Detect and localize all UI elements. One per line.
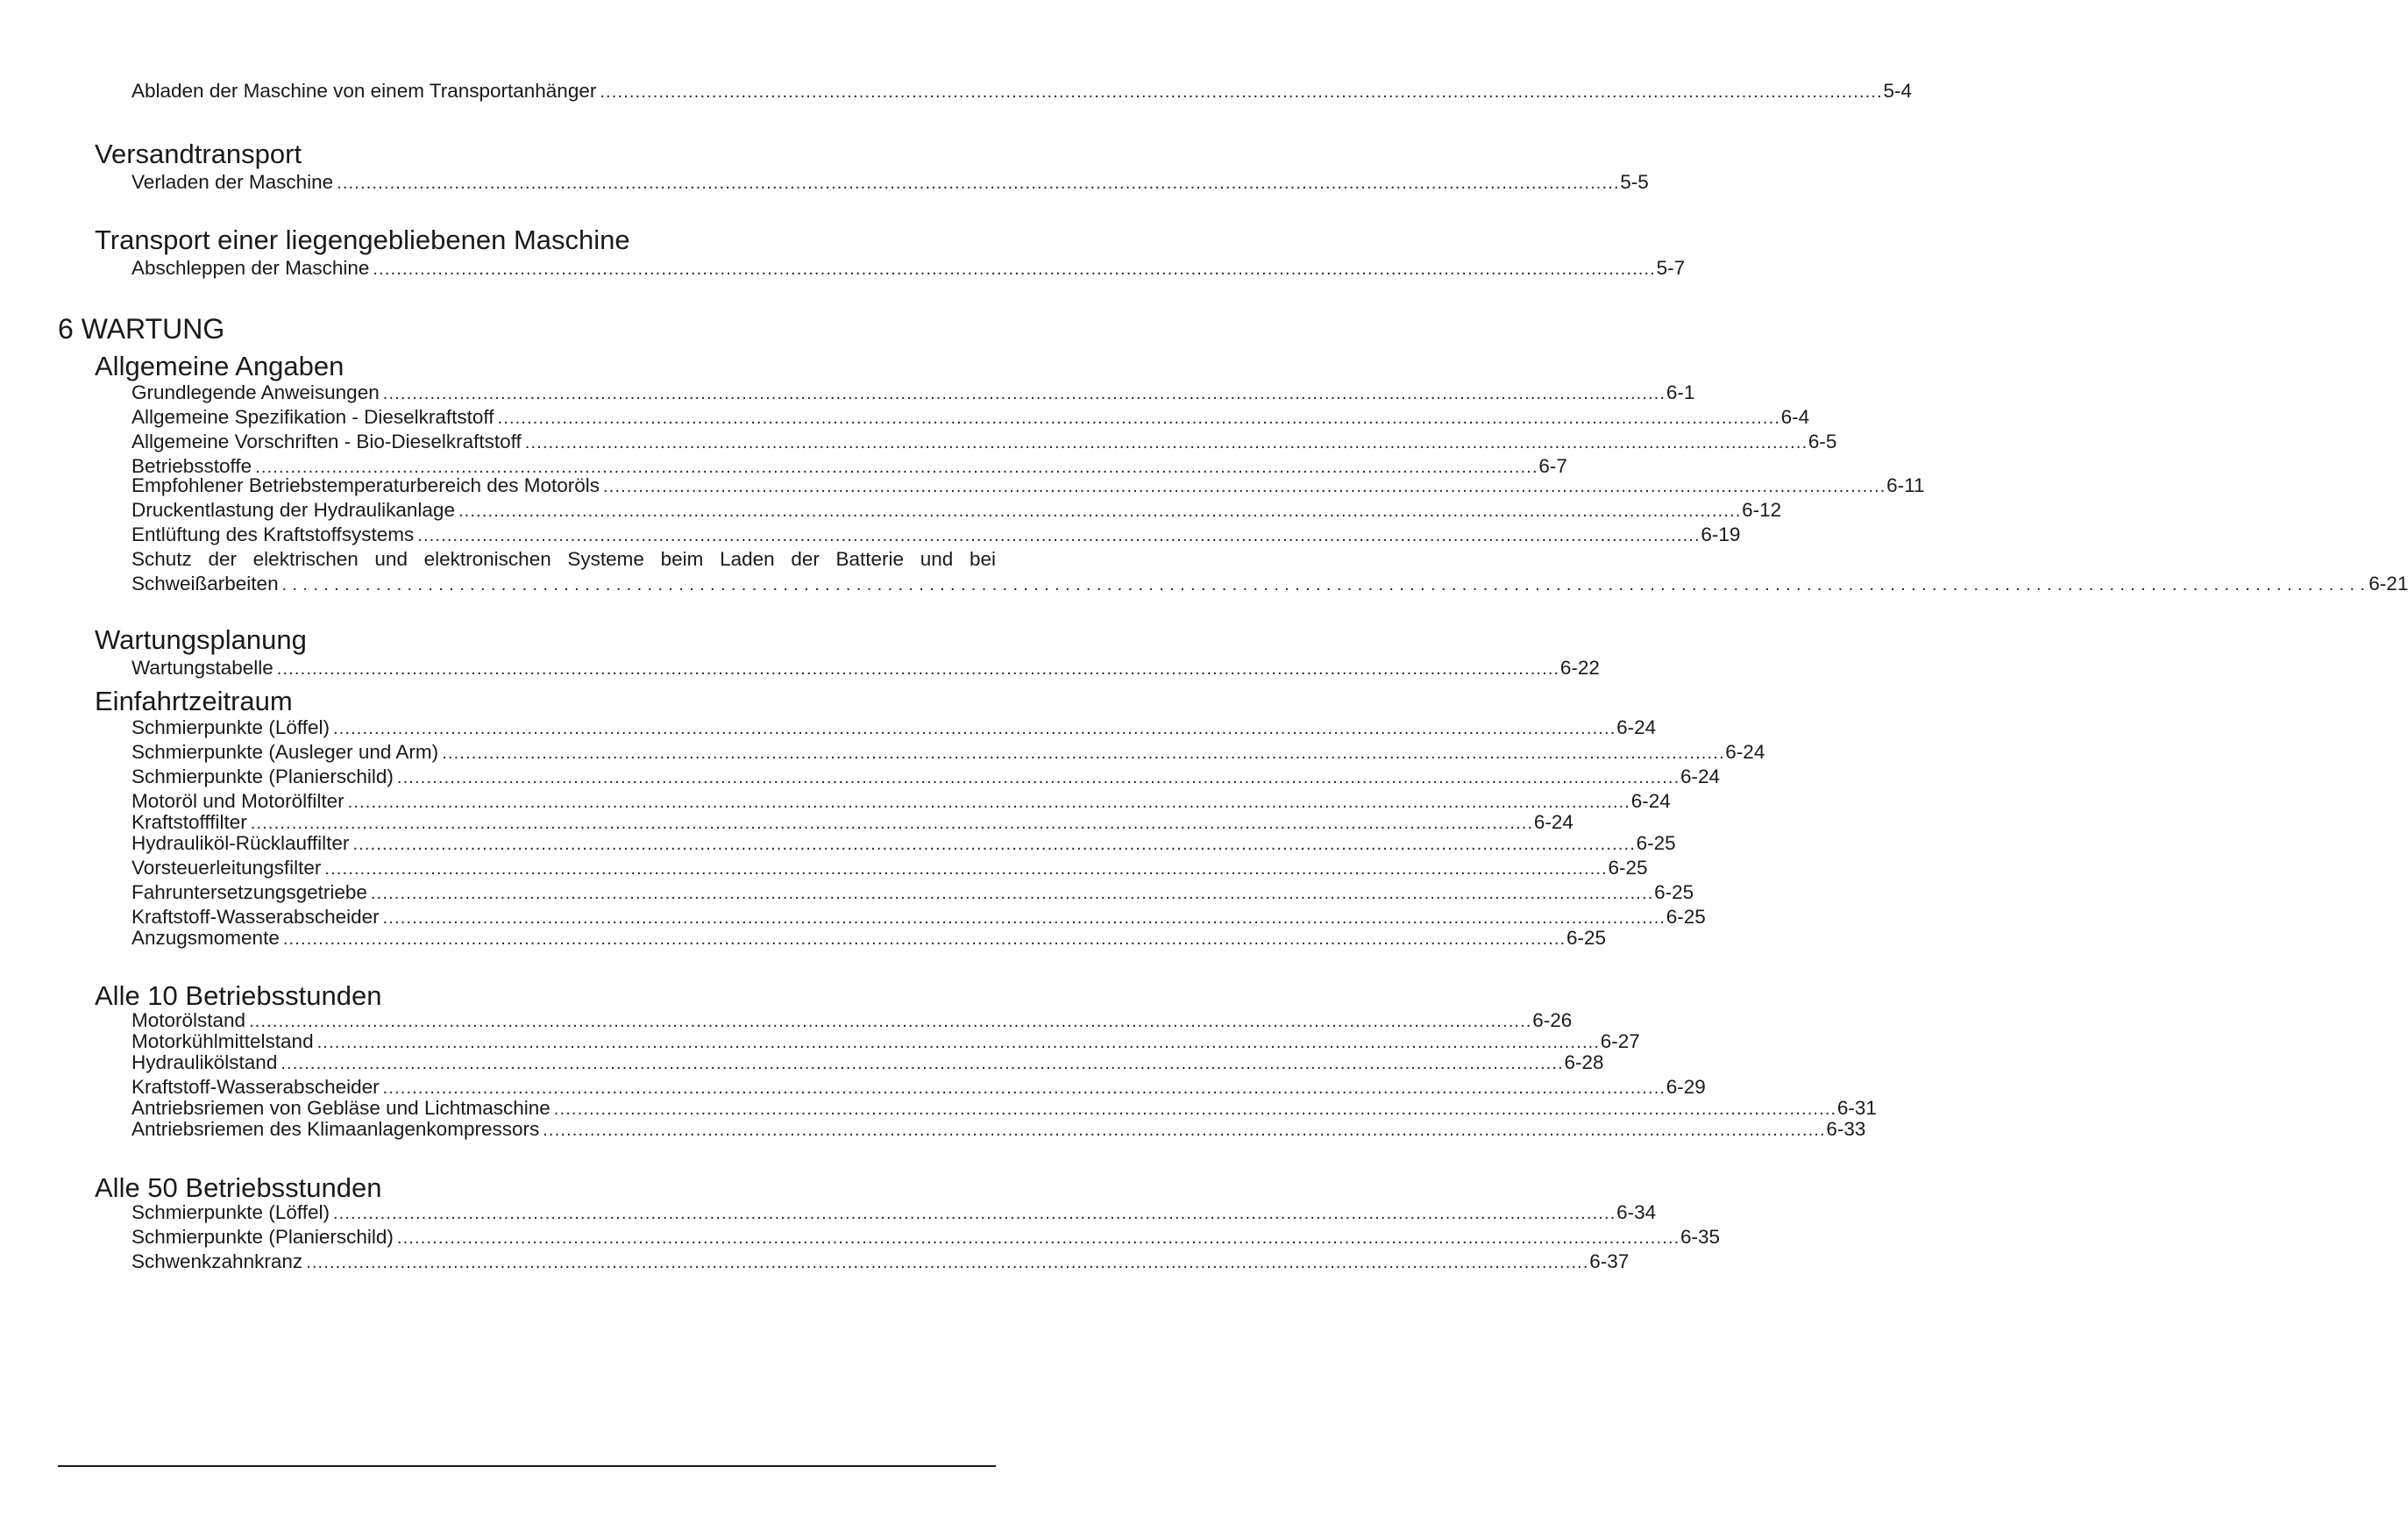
toc-entry[interactable] (131, 381, 1695, 406)
toc-entry-page: 6-25 (1608, 857, 1648, 879)
toc-entry-page: 6-11 (1886, 474, 1925, 496)
chapter-heading: 6 WARTUNG (58, 313, 225, 345)
toc-entry-title: Anzugsmomente (131, 927, 280, 949)
dot-leader (603, 474, 1883, 499)
toc-entry-page: 6-37 (1589, 1250, 1630, 1272)
toc-entry[interactable] (131, 716, 1657, 741)
toc-entry-page: 6-33 (1826, 1118, 1866, 1140)
toc-entry-page: 6-24 (1616, 716, 1657, 738)
dot-leader (373, 257, 1652, 281)
toc-entry-title: Fahruntersetzungsgetriebe (131, 881, 367, 903)
footer-rule (58, 1465, 996, 1467)
dot-leader (397, 765, 1677, 790)
dot-leader (333, 716, 1613, 741)
toc-entry[interactable] (131, 405, 1810, 431)
toc-entry-page: 6-24 (1725, 741, 1765, 763)
dot-leader (417, 523, 1697, 548)
toc-entry[interactable] (131, 656, 1600, 681)
section-heading: Allgemeine Angaben (95, 351, 345, 381)
dot-leader (337, 171, 1616, 196)
toc-entry[interactable] (131, 79, 1913, 104)
dot-leader (283, 927, 1563, 951)
toc-entry-page: 5-5 (1620, 171, 1649, 193)
toc-entry-title: Antriebsriemen des Klimaanlagenkompressors (131, 1118, 540, 1140)
toc-entry[interactable] (131, 256, 1686, 281)
toc-entry-title: Hydraulikölstand (131, 1051, 278, 1073)
dot-leader (442, 741, 1722, 765)
dot-leader (600, 80, 1879, 104)
dot-leader (543, 1118, 1822, 1143)
toc-entry-title: Motorkühlmittelstand (131, 1030, 314, 1052)
toc-entry-title: Grundlegende Anweisungen (131, 381, 380, 403)
section-heading: Wartungsplanung (95, 624, 307, 655)
toc-entry-title: Hydrauliköl-Rücklauffilter (131, 832, 350, 854)
dot-leader (324, 857, 1604, 881)
toc-entry[interactable] (131, 523, 1741, 548)
dot-leader (525, 431, 1805, 455)
toc-entry-page: 6-24 (1680, 765, 1721, 787)
toc-entry-title: Abschleppen der Maschine (131, 257, 370, 279)
dot-leader (306, 1250, 1586, 1275)
toc-entry-title: Antriebsriemen von Gebläse und Lichtmaschine (131, 1097, 551, 1119)
toc-entry-title: Entlüftung des Kraftstoffsystems (131, 523, 415, 545)
dot-leader (277, 657, 1557, 681)
toc-entry-page: 5-7 (1656, 257, 1686, 279)
toc-entry-title: Empfohlener Betriebstemperaturbereich des Motoröls (131, 474, 600, 496)
toc-entry[interactable] (131, 740, 1765, 765)
toc-entry-title: Vorsteuerleitungsfilter (131, 857, 322, 879)
dot-leader (383, 381, 1663, 406)
toc-entry-title: Kraftstofffilter (131, 811, 247, 833)
toc-entry-page: 6-28 (1564, 1051, 1604, 1073)
toc-entry-title-line1: Schutz der elektrischen und elektronischen Systeme beim Laden der Batterie und bei (131, 548, 996, 570)
toc-entry[interactable] (131, 1050, 1604, 1076)
dot-leader (371, 881, 1651, 906)
dot-leader (281, 1051, 1560, 1076)
toc-entry-title-line2: Schweißarbeiten (131, 573, 279, 595)
toc-entry-page: 6-22 (1559, 657, 1600, 679)
toc-entry-page: 6-25 (1566, 927, 1607, 949)
toc-entry[interactable] (131, 1250, 1630, 1275)
section-heading: Versandtransport (95, 139, 302, 169)
toc-entry[interactable] (131, 856, 1648, 881)
toc-entry-page: 6-25 (1666, 906, 1706, 928)
toc-entry-title: Motorölstand (131, 1009, 246, 1031)
toc-entry-page: 6-25 (1636, 832, 1676, 854)
toc-entry-title: Schmierpunkte (Planierschild) (131, 765, 394, 787)
toc-entry-title: Kraftstoff-Wasserabscheider (131, 1076, 380, 1098)
toc-entry[interactable] (131, 880, 1694, 906)
dot-leader (333, 1201, 1613, 1226)
toc-entry-page: 6-7 (1538, 455, 1567, 477)
dot-leader (458, 499, 1738, 523)
toc-entry-title: Motoröl und Motorölfilter (131, 790, 345, 812)
toc-entry-page: 6-25 (1654, 881, 1694, 903)
toc-entry-page: 6-35 (1680, 1226, 1721, 1248)
toc-entry-title: Schmierpunkte (Planierschild) (131, 1226, 394, 1248)
toc-entry-page: 6-12 (1742, 499, 1782, 521)
toc-entry[interactable] (131, 1117, 1866, 1143)
toc-entry-page: 6-1 (1666, 381, 1695, 403)
toc-entry[interactable] (131, 498, 1782, 523)
section-heading: Alle 10 Betriebsstunden (95, 980, 382, 1011)
section-heading: Einfahrtzeitraum (95, 686, 293, 716)
dot-leader (397, 1226, 1677, 1250)
toc-entry-title: Schwenkzahnkranz (131, 1250, 303, 1272)
toc-entry[interactable] (131, 765, 1721, 790)
toc-entry-page: 6-4 (1780, 406, 1810, 428)
toc-entry-title: Verladen der Maschine (131, 171, 334, 193)
toc-entry-title: Schmierpunkte (Löffel) (131, 1201, 330, 1223)
toc-entry-title: Druckentlastung der Hydraulikanlage (131, 499, 455, 521)
toc-entry[interactable] (131, 170, 1649, 196)
toc-entry-page: 6-24 (1533, 811, 1573, 833)
toc-entry-page: 6-5 (1808, 431, 1837, 452)
toc-entry[interactable] (131, 474, 1925, 499)
toc-entry-title: Betriebsstoffe (131, 455, 252, 477)
toc-entry[interactable] (131, 831, 1676, 857)
toc-entry-page: 6-31 (1836, 1097, 1877, 1119)
dot-leader (352, 832, 1632, 857)
toc-entry-title: Kraftstoff-Wasserabscheider (131, 906, 380, 928)
toc-entry-multiline[interactable] (131, 547, 2408, 597)
toc-entry-title: Schmierpunkte (Ausleger und Arm) (131, 741, 439, 763)
toc-entry-page: 6-27 (1600, 1030, 1640, 1052)
toc-entry-page: 6-19 (1701, 523, 1741, 545)
section-heading: Transport einer liegengebliebenen Maschine (95, 224, 630, 255)
toc-entry[interactable] (131, 1225, 1721, 1250)
toc-entry-title: Allgemeine Vorschriften - Bio-Dieselkraftstoff (131, 431, 522, 452)
toc-entry-title: Allgemeine Spezifikation - Dieselkraftstoff (131, 406, 494, 428)
toc-entry[interactable] (131, 430, 1837, 455)
dot-leader (498, 406, 1778, 431)
section-heading: Alle 50 Betriebsstunden (95, 1172, 382, 1203)
toc-entry-page: 6-26 (1532, 1009, 1573, 1031)
toc-entry-page: 6-21 (2369, 573, 2408, 595)
toc-entry-page: 5-4 (1883, 80, 1913, 102)
toc-entry-title: Abladen der Maschine von einem Transportanhänger (131, 80, 597, 102)
toc-entry-page: 6-29 (1666, 1076, 1706, 1098)
dot-leader: . . . . . . . . . . . . . . . . . . . . . . . . . . . . . . . . . . . . . . . . . . . . . . . . . . . . . . . . . . . . . . . . . . . . . . . . . . . . . . . . . . . . . . . . . . . . . . . . . . . . . . . . . . . . . . . . . . . . . . . . . . . . . . . . . . . . . . . . . . . . . . . . . . . . . . . . . . . . . . . . . . . . . . . . . . . . . . . . . . . . . . . . . . . . . . . . . . . . . . . . (281, 575, 2366, 595)
toc-entry[interactable] (131, 1200, 1657, 1226)
toc-entry-page: 6-34 (1616, 1201, 1657, 1223)
toc-entry-title: Schmierpunkte (Löffel) (131, 716, 330, 738)
toc-entry-title: Wartungstabelle (131, 657, 273, 679)
toc-entry-page: 6-24 (1630, 790, 1671, 812)
toc-entry[interactable] (131, 926, 1607, 951)
